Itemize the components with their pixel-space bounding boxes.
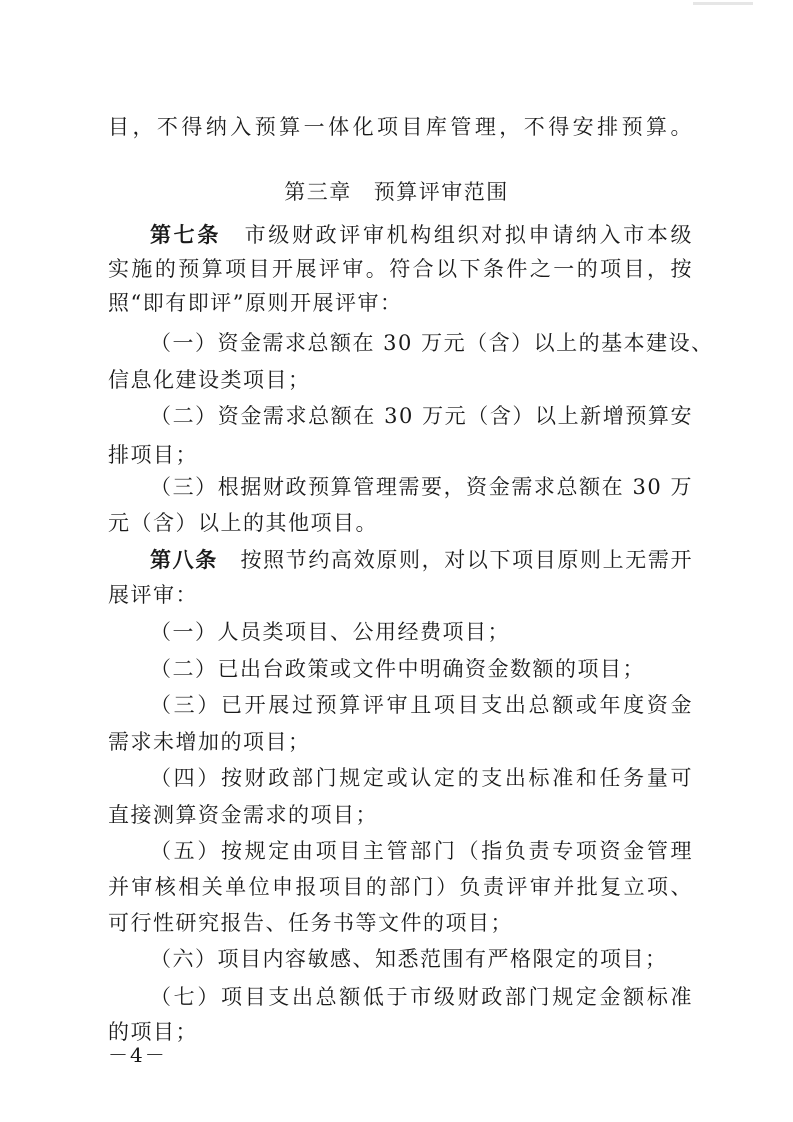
text-line: 实施的预算项目开展评审。符合以下条件之一的项目，按: [108, 257, 693, 281]
text-segment: 市级财政评审机构组织对拟申请纳入市本级: [243, 223, 694, 247]
text-line: 直接测算资金需求的项目；: [108, 803, 378, 827]
list-item: （五）按规定由项目主管部门（指负责专项资金管理: [150, 839, 693, 863]
chapter-heading: [0, 178, 793, 206]
text-line: 照“即有即评”原则开展评审：: [108, 291, 403, 315]
page-number: －4－: [108, 1043, 167, 1067]
list-item: （二）已出台政策或文件中明确资金数额的项目；: [150, 657, 645, 681]
chapter-number: 第三章: [284, 180, 352, 204]
text-line: 可行性研究报告、任务书等文件的项目；: [108, 911, 513, 935]
text-line: 排项目；: [108, 443, 198, 467]
text-segment: 按照节约高效原则，对以下项目原则上无需开: [240, 548, 694, 572]
article-7-label: 第七条: [150, 223, 221, 247]
list-item: （七）项目支出总额低于市级财政部门规定金额标准: [150, 985, 693, 1009]
list-item: （一）人员类项目、公用经费项目；: [150, 620, 510, 644]
text-line: 展评审：: [108, 583, 198, 607]
text-line: 需求未增加的项目；: [108, 730, 311, 754]
text-line: 元（含）以上的其他项目。: [108, 511, 378, 535]
article-8-label: 第八条: [150, 548, 218, 572]
list-item: （四）按财政部门规定或认定的支出标准和任务量可: [150, 766, 693, 790]
article-7-first-line: [150, 221, 693, 249]
chapter-title: 预算评审范围: [373, 180, 509, 204]
list-item: （一）资金需求总额在 30 万元（含）以上的基本建设、: [150, 331, 714, 355]
text-line: 的项目；: [108, 1020, 198, 1044]
list-item: （三）已开展过预算评审且项目支出总额或年度资金: [150, 693, 693, 717]
list-item: （六）项目内容敏感、知悉范围有严格限定的项目；: [150, 947, 668, 971]
text-line: 信息化建设类项目；: [108, 368, 311, 392]
list-item: （二）资金需求总额在 30 万元（含）以上新增预算安: [150, 404, 693, 428]
article-8-first-line: [150, 546, 693, 574]
list-item: （三）根据财政预算管理需要，资金需求总额在 30 万: [150, 475, 693, 499]
scan-mark: [693, 2, 753, 5]
text-line: 并审核相关单位申报项目的部门）负责评审并批复立项、: [108, 875, 693, 899]
text-line: 目，不得纳入预算一体化项目库管理，不得安排预算。: [108, 115, 693, 139]
